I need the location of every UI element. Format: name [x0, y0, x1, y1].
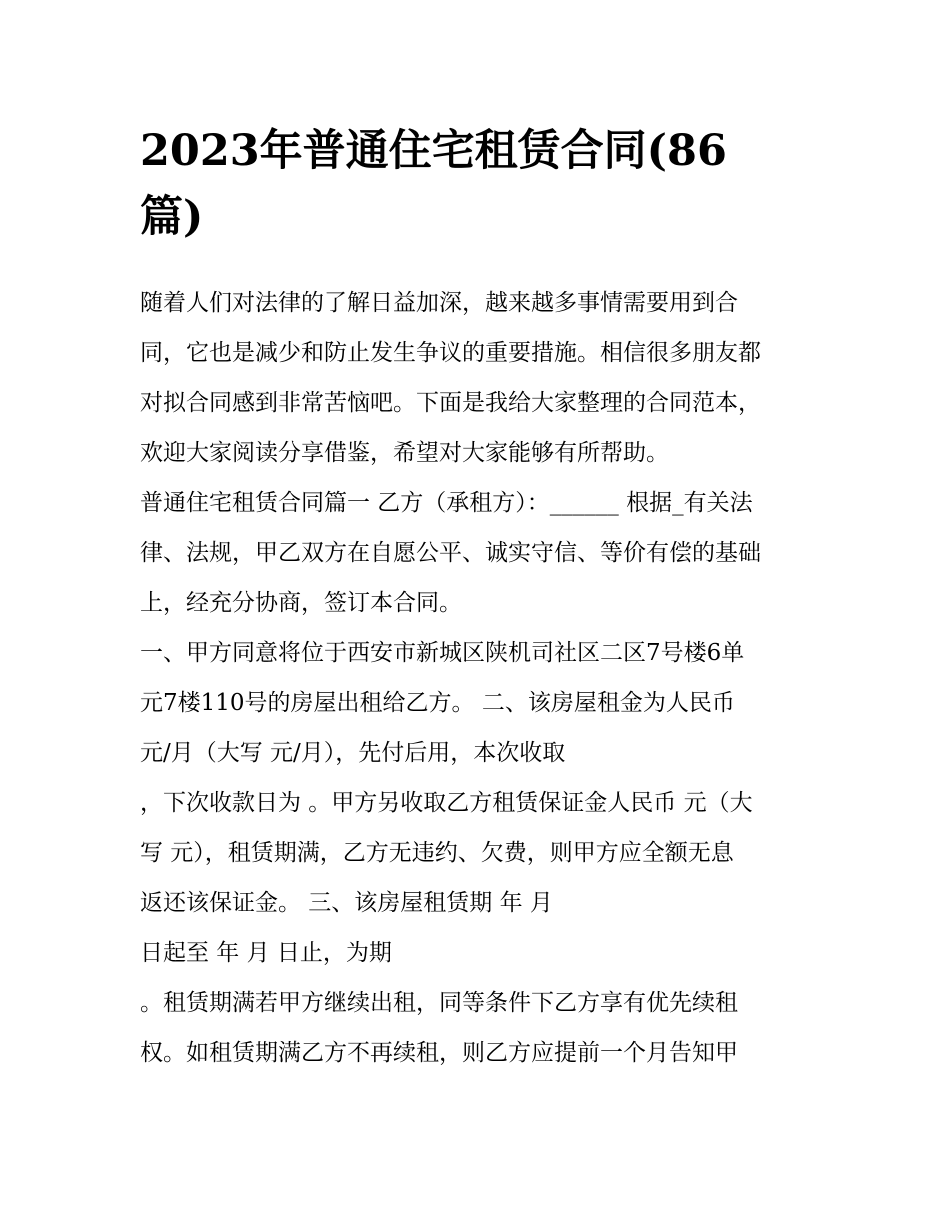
title-line-1: 2023年普通住宅租赁合同(86 — [140, 126, 727, 176]
text-line: 一、甲方同意将位于西安市新城区陕机司社区二区7号楼6单 — [140, 640, 745, 666]
text-line: 普通住宅租赁合同篇一 乙方（承租方）：______ 根据_有关法 — [140, 490, 753, 516]
text-line: 权。如租赁期满乙方不再续租，则乙方应提前一个月告知甲 — [140, 1040, 738, 1066]
text-line: 元7楼110号的房屋出租给乙方。 二、该房屋租金为人民币 — [140, 690, 735, 716]
document-title — [140, 118, 820, 250]
text-line: 欢迎大家阅读分享借鉴，希望对大家能够有所帮助。 — [140, 440, 669, 466]
text-line: 随着人们对法律的了解日益加深，越来越多事情需要用到合 — [140, 290, 738, 316]
text-line: 返还该保证金。 三、该房屋租赁期 年 月 — [140, 890, 553, 916]
text-line: 律、法规，甲乙双方在自愿公平、诚实守信、等价有偿的基础 — [140, 540, 761, 566]
text-line: 同，它也是减少和防止发生争议的重要措施。相信很多朋友都 — [140, 340, 761, 366]
text-line: 写 元），租赁期满，乙方无违约、欠费，则甲方应全额无息 — [140, 840, 734, 866]
text-line: 日起至 年 月 日止，为期 — [140, 940, 392, 966]
text-line: 。租赁期满若甲方继续出租，同等条件下乙方享有优先续租 — [140, 990, 738, 1016]
document-body — [140, 278, 820, 1078]
text-line: ，下次收款日为 。甲方另收取乙方租赁保证金人民币 元（大 — [140, 790, 753, 816]
title-line-2: 篇) — [140, 192, 204, 242]
text-line: 上，经充分协商，签订本合同。 — [140, 590, 462, 616]
document-content — [140, 118, 820, 1078]
text-line: 元/月（大写 元/月），先付后用，本次收取 — [140, 740, 566, 766]
text-line: 对拟合同感到非常苦恼吧。下面是我给大家整理的合同范本， — [140, 390, 761, 416]
